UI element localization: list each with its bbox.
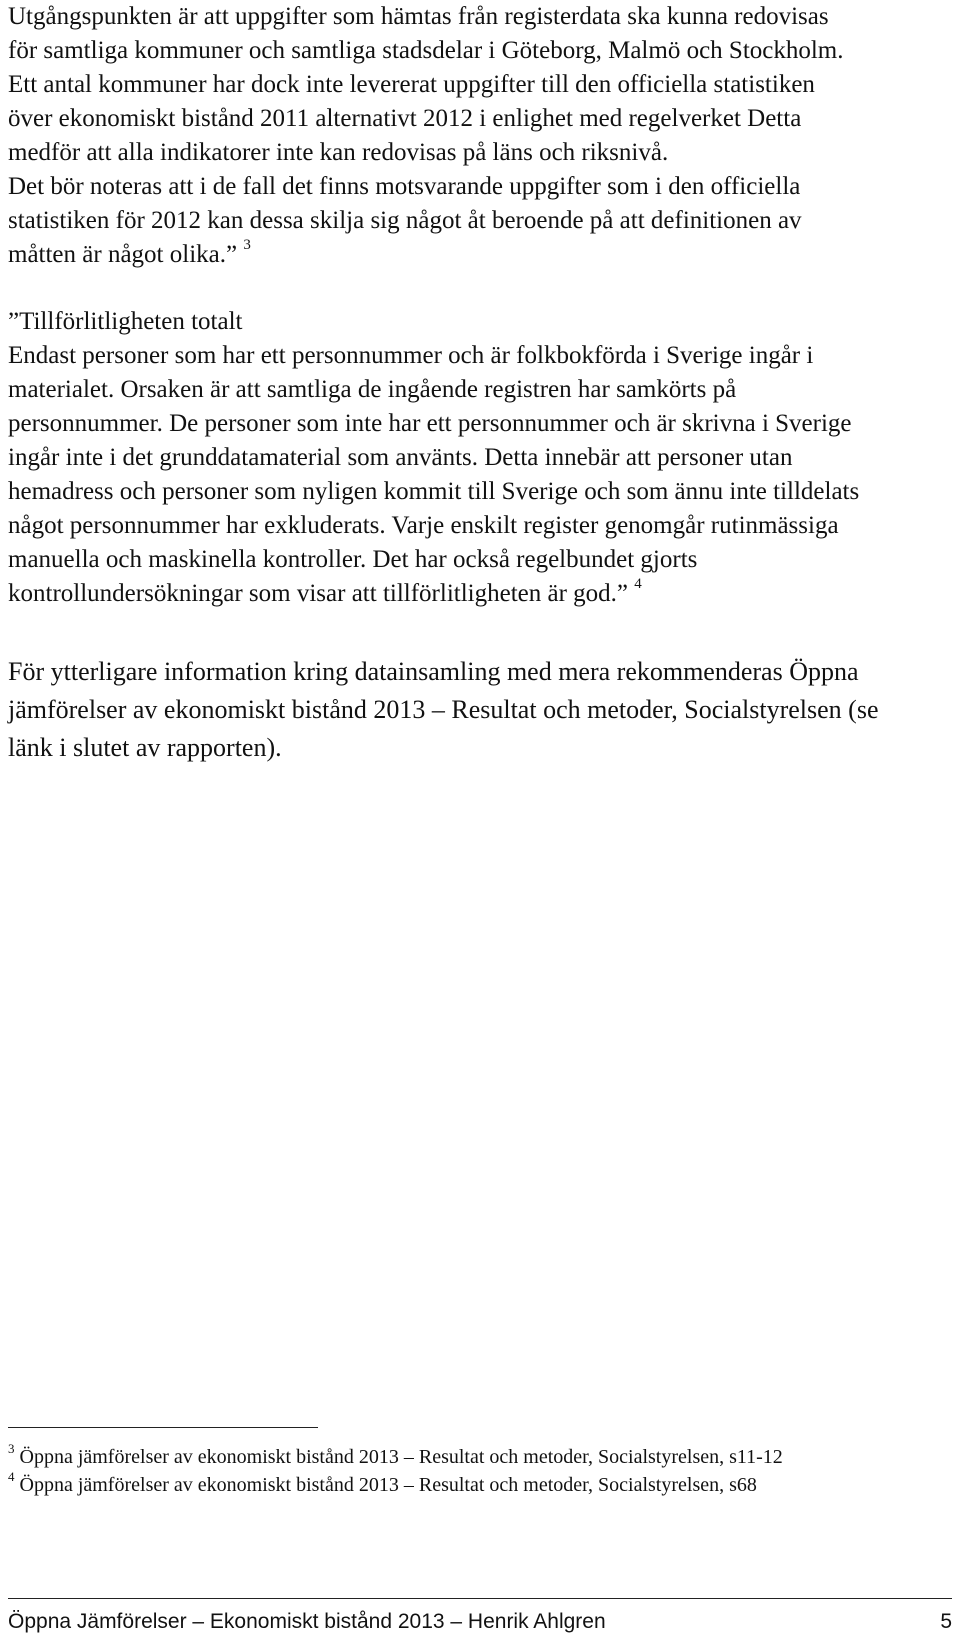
footnote-text: Öppna jämförelser av ekonomiskt bistånd 2013 – Resultat och metoder, Socialstyrelsen, s11-12 [19, 1446, 783, 1468]
text-line-with-footnote [8, 238, 948, 272]
footnote-text: Öppna jämförelser av ekonomiskt bistånd 2013 – Resultat och metoder, Socialstyrelsen, s68 [19, 1474, 757, 1496]
footnote-reference: 3 [243, 236, 251, 253]
footnote-number: 3 [8, 1441, 15, 1457]
text-line: Utgångspunkten är att uppgifter som hämtas från registerdata ska kunna redovisas [8, 3, 829, 30]
footnote-reference: 4 [634, 575, 642, 592]
text-line-with-footnote [8, 577, 948, 611]
text-line: ingår inte i det grunddatamaterial som använts. Detta innebär att personer utan [8, 444, 793, 471]
footnote-separator [8, 1427, 318, 1428]
text-line: Ett antal kommuner har dock inte levererat uppgifter till den officiella statistiken [8, 71, 815, 98]
text-line: över ekonomiskt bistånd 2011 alternativt 2012 i enlighet med regelverket Detta [8, 105, 802, 132]
text-line: ”Tillförlitligheten totalt [8, 308, 243, 335]
text-line: Det bör noteras att i de fall det finns motsvarande uppgifter som i den officiella [8, 173, 801, 200]
text-line: måtten är något olika.” [8, 241, 238, 268]
footnote [8, 1469, 948, 1498]
text-line: kontrollundersökningar som visar att tillförlitligheten är god.” [8, 580, 629, 607]
text-line: Endast personer som har ett personnummer och är folkbokförda i Sverige ingår i [8, 342, 814, 369]
paragraph-further-information [8, 653, 948, 767]
footnote-number: 4 [8, 1469, 15, 1485]
footnote [8, 1441, 948, 1470]
text-line: länk i slutet av rapporten). [8, 733, 282, 762]
text-line: personnummer. De personer som inte har ett personnummer och är skrivna i Sverige [8, 410, 852, 437]
paragraph-data-availability [8, 0, 948, 272]
text-line: för samtliga kommuner och samtliga stadsdelar i Göteborg, Malmö och Stockholm. [8, 37, 844, 64]
text-line: jämförelser av ekonomiskt bistånd 2013 – Resultat och metoder, Socialstyrelsen (se [8, 695, 879, 724]
page-footer [8, 1607, 952, 1637]
text-line: För ytterligare information kring datainsamling med mera rekommenderas Öppna [8, 657, 859, 686]
text-line: medför att alla indikatorer inte kan redovisas på läns och riksnivå. [8, 139, 669, 166]
footer-divider [8, 1598, 952, 1599]
footer-title: Öppna Jämförelser – Ekonomiskt bistånd 2013 – Henrik Ahlgren [8, 1610, 606, 1633]
text-line: manuella och maskinella kontroller. Det har också regelbundet gjorts [8, 546, 698, 573]
page-number: 5 [940, 1610, 952, 1633]
text-line: hemadress och personer som nyligen kommit till Sverige och som ännu inte tilldelats [8, 478, 860, 505]
text-line: materialet. Orsaken är att samtliga de ingående registren har samkörts på [8, 376, 737, 403]
text-line: något personnummer har exkluderats. Varje enskilt register genomgår rutinmässiga [8, 512, 839, 539]
paragraph-reliability-quote [8, 305, 948, 611]
text-line: statistiken för 2012 kan dessa skilja sig något åt beroende på att definitionen av [8, 207, 802, 234]
